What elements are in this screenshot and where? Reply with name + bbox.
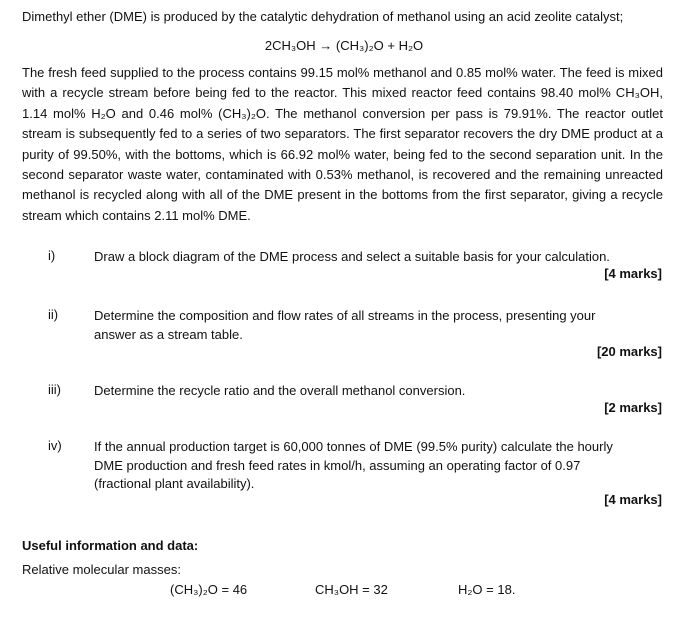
mass-water: H₂O = 18.	[458, 582, 516, 597]
molecular-masses-label: Relative molecular masses:	[22, 562, 181, 577]
useful-info-heading: Useful information and data:	[22, 538, 199, 553]
intro-text: Dimethyl ether (DME) is produced by the catalytic dehydration of methanol using an acid zeolite catalyst;	[22, 9, 624, 24]
question-number: iv)	[48, 438, 62, 453]
problem-paragraph: The fresh feed supplied to the process contains 99.15 mol% methanol and 0.85 mol% water. The feed is mixed with a recycle stream before being fed to the reactor. This mixed reactor feed contains 98.40 mol% CH₃OH, 1.14 mol% H₂O and 0.46 mol% (CH₃)₂O. The methanol conversion per pass is 79.91%. The reactor outlet stream is subsequently fed to a series of two separators. The first separator recovers the dry DME product at a purity of 99.50%, with the bottoms, which is 66.92 mol% water, being fed to the second separation unit. In the second separator waste water, contaminated with 0.53% methanol, is recovered and the remaining unreacted methanol is recycled along with all of the DME present in the bottoms from the first separator, giving a recycle stream which contains 2.11 mol% DME.	[22, 65, 663, 223]
question-text: Determine the recycle ratio and the overall methanol conversion.	[94, 383, 466, 398]
question-number: ii)	[48, 307, 59, 322]
question-marks: [4 marks]	[604, 492, 662, 507]
mass-methanol: CH₃OH = 32	[315, 582, 388, 597]
mass-dme: (CH₃)₂O = 46	[170, 582, 248, 597]
question-text: If the annual production target is 60,000 tonnes of DME (99.5% purity) calculate the hourly DME production and fresh feed rates in kmol/h, assuming an operating factor of 0.97 (fractional plant availability).	[94, 439, 613, 491]
reaction-equation: 2CH₃OH → (CH₃)₂O + H₂O	[264, 38, 424, 53]
question-marks: [20 marks]	[596, 344, 662, 359]
question-text: Draw a block diagram of the DME process and select a suitable basis for your calculation.	[94, 249, 610, 264]
question-number: iii)	[48, 382, 61, 397]
question-marks: [4 marks]	[604, 266, 662, 281]
question-text: Determine the composition and flow rates of all streams in the process, presenting your answer as a stream table.	[94, 308, 596, 342]
question-marks: [2 marks]	[604, 400, 662, 415]
question-number: i)	[48, 248, 56, 263]
